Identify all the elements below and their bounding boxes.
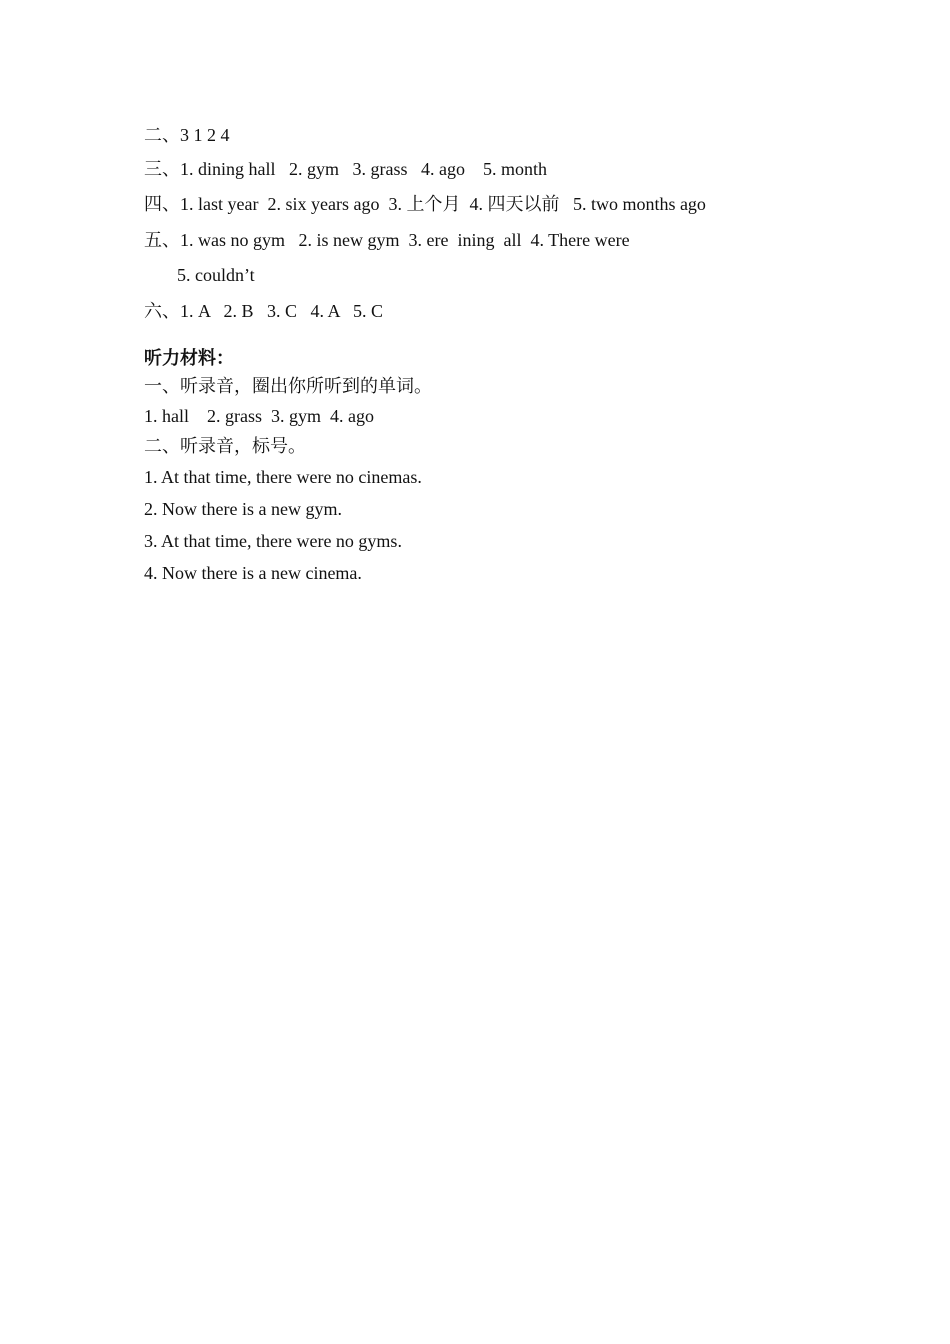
listening-sentence-3: 3. At that time, there were no gyms.	[144, 531, 402, 551]
answer-section-5-line-2: 5. couldn’t	[177, 265, 255, 285]
listening-part-1-words: 1. hall 2. grass 3. gym 4. ago	[144, 406, 374, 426]
answer-section-6: 六、1. A 2. B 3. C 4. A 5. C	[144, 301, 384, 321]
listening-sentence-1: 1. At that time, there were no cinemas.	[144, 467, 422, 487]
answer-section-4: 四、1. last year 2. six years ago 3. 上个月 4. 四天以前 5. two months ago	[144, 194, 706, 214]
answer-section-2: 二、3 1 2 4	[144, 125, 230, 145]
answer-section-3: 三、1. dining hall 2. gym 3. grass 4. ago 5. month	[144, 159, 547, 179]
listening-part-1-instruction: 一、听录音，圈出你所听到的单词。	[144, 376, 432, 396]
listening-heading: 听力材料：	[144, 348, 234, 368]
listening-sentence-4: 4. Now there is a new cinema.	[144, 563, 362, 583]
listening-sentence-2: 2. Now there is a new gym.	[144, 499, 342, 519]
listening-part-2-instruction: 二、听录音，标号。	[144, 436, 306, 456]
answer-section-5-line-1: 五、1. was no gym 2. is new gym 3. ere ining all 4. There were	[144, 230, 630, 250]
